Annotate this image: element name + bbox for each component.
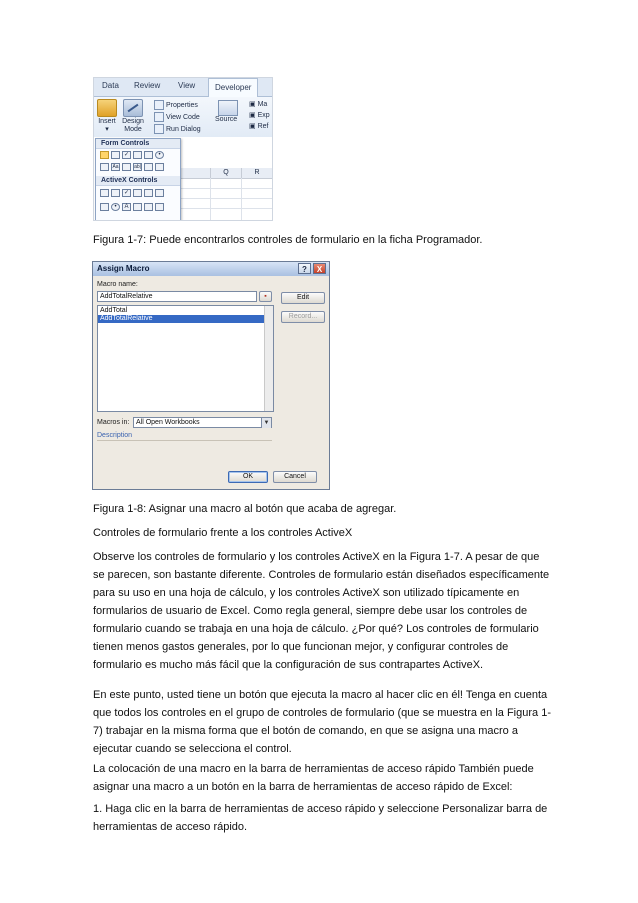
cancel-button[interactable]: Cancel xyxy=(273,471,317,483)
checkbox-icon[interactable]: ✓ xyxy=(123,190,130,196)
properties-button[interactable] xyxy=(154,100,198,110)
ruler-pencil-icon xyxy=(123,99,143,117)
list-box-icon[interactable] xyxy=(133,189,142,197)
text-box-icon[interactable] xyxy=(144,189,153,197)
combo-drop-icon[interactable] xyxy=(155,163,164,171)
tab-view[interactable]: View xyxy=(178,81,196,90)
insert-label: Insert xyxy=(98,118,116,125)
scroll-bar-icon[interactable] xyxy=(155,189,164,197)
column-header-r[interactable]: R xyxy=(242,168,273,179)
option-button-icon[interactable]: • xyxy=(155,151,164,159)
assign-macro-dialog xyxy=(92,261,330,490)
refresh-data-button[interactable] xyxy=(249,122,268,130)
more-controls-icon[interactable] xyxy=(155,203,164,211)
tab-data[interactable]: Data xyxy=(102,81,119,90)
combo-box-icon[interactable] xyxy=(111,151,120,159)
activex-controls-header: ActiveX Controls xyxy=(96,176,180,186)
command-button-icon[interactable] xyxy=(100,189,109,197)
macros-in-select[interactable] xyxy=(133,417,272,428)
list-item[interactable]: AddTotal xyxy=(100,307,128,314)
dialog-title: Assign Macro xyxy=(97,264,150,273)
view-code-label: View Code xyxy=(166,113,200,121)
column-header-q[interactable]: Q xyxy=(211,168,242,179)
option-button-icon[interactable]: • xyxy=(111,203,120,211)
developer-ribbon-figure xyxy=(93,77,273,221)
close-button[interactable]: X xyxy=(313,263,326,274)
paragraph-3-text: La colocación de una macro en la barra de herramientas de acceso rápido También puede asignar una macro a un botón en la barra de herramientas de acceso rápido de Excel: xyxy=(93,763,534,793)
activex-controls-row-1 xyxy=(100,189,166,199)
source-label: Source xyxy=(215,116,238,123)
tab-review[interactable]: Review xyxy=(134,81,161,90)
combo-box-icon[interactable] xyxy=(111,189,120,197)
checkbox-icon[interactable]: ✓ xyxy=(123,152,130,158)
map-properties-button[interactable] xyxy=(249,100,267,108)
image-control-icon[interactable] xyxy=(133,203,142,211)
toolbox-icon xyxy=(97,99,117,117)
paragraph-3 xyxy=(93,760,553,796)
tab-developer[interactable]: Developer xyxy=(208,78,258,97)
design-mode-button[interactable] xyxy=(122,99,144,134)
package-icon: ▣ xyxy=(249,112,256,119)
insert-button[interactable] xyxy=(96,99,118,134)
properties-label: Properties xyxy=(166,101,198,109)
spin-button-icon[interactable] xyxy=(133,151,142,159)
button-control-icon[interactable] xyxy=(100,151,109,159)
list-box-icon[interactable] xyxy=(144,151,153,159)
label-control-icon[interactable]: Aa xyxy=(112,164,119,170)
side-cmd-label: Exp xyxy=(257,112,270,119)
expansion-packs-button[interactable] xyxy=(249,111,270,119)
figure-1-caption: Figura 1-7: Puede encontrarlos controles de formulario en la ficha Programador. xyxy=(93,234,483,246)
paragraph-4-text: 1. Haga clic en la barra de herramientas de acceso rápido y seleccione Personalizar barra de herramientas de acceso rápido. xyxy=(93,803,548,833)
text-field-icon[interactable]: ab| xyxy=(134,164,141,170)
combo-list-icon[interactable] xyxy=(144,163,153,171)
paragraph-1 xyxy=(93,548,553,674)
list-scrollbar[interactable] xyxy=(264,306,273,411)
activex-controls-row-2 xyxy=(100,203,166,213)
chevron-down-icon: ▾ xyxy=(105,126,109,133)
side-cmd-label: Ma xyxy=(257,101,268,108)
paragraph-4 xyxy=(93,800,553,836)
source-icon[interactable] xyxy=(218,100,238,116)
ribbon-tab-strip xyxy=(94,78,272,97)
form-controls-row-1 xyxy=(100,151,166,161)
macros-in-label: Macros in: xyxy=(97,419,130,426)
controls-dropdown xyxy=(95,138,181,221)
record-button[interactable]: Record... xyxy=(281,311,325,323)
description-area xyxy=(97,440,272,469)
macros-in-value: All Open Workbooks xyxy=(136,419,200,426)
chevron-down-icon: ▼ xyxy=(261,418,271,428)
xml-map-icon: ▣ xyxy=(249,101,256,108)
row-line xyxy=(180,208,272,209)
figure-2-caption: Figura 1-8: Asignar una macro al botón que acaba de agregar. xyxy=(93,503,397,515)
description-label: Description xyxy=(97,432,133,439)
run-dialog-label: Run Dialog xyxy=(166,125,201,133)
ribbon-controls-group xyxy=(94,97,272,137)
form-controls-row-2 xyxy=(100,163,166,173)
col-line xyxy=(241,178,242,220)
col-line xyxy=(210,178,211,220)
side-cmd-label: Ref xyxy=(257,123,269,130)
column-header-blank[interactable] xyxy=(180,168,211,179)
mode-label: Mode xyxy=(124,126,142,133)
toggle-button-icon[interactable] xyxy=(144,203,153,211)
macro-name-input[interactable]: AddTotalRelative xyxy=(97,291,257,302)
group-box-icon[interactable] xyxy=(100,163,109,171)
row-line xyxy=(180,198,272,199)
label-control-icon[interactable]: A xyxy=(122,203,131,211)
list-item-selected[interactable]: AddTotalRelative xyxy=(98,315,273,323)
macro-list[interactable] xyxy=(97,305,274,412)
spin-button-icon[interactable] xyxy=(100,203,109,211)
worksheet-grid xyxy=(180,168,272,220)
refresh-icon: ▣ xyxy=(249,123,256,130)
collapse-dialog-button[interactable] xyxy=(259,291,272,302)
run-dialog-button[interactable] xyxy=(154,124,201,134)
section-heading: Controles de formulario frente a los controles ActiveX xyxy=(93,527,353,539)
help-button[interactable]: ? xyxy=(298,263,311,274)
dialog-titlebar xyxy=(93,262,329,276)
view-code-button[interactable] xyxy=(154,112,200,122)
form-controls-header: Form Controls xyxy=(96,139,180,149)
properties-icon xyxy=(154,100,164,110)
design-label: Design xyxy=(122,118,144,125)
paragraph-1-text: Observe los controles de formulario y los controles ActiveX en la Figura 1-7. A pesar de que se parecen, son bastante diferente. Controles de formulario están diseñados específicamente para su uso en una hoja de cálculo, y los controles ActiveX son utilizado típicamente en formularios de usuario de Excel. Como regla general, siempre debe usar los controles de formulario cuando se trabaja en una hoja de cálculo. ¿Por qué? Los controles de formulario tienen menos gastos generales, por lo que funcionan mejor, y configurar controles de formulario es mucho más fácil que la configuración de sus contrapartes ActiveX. xyxy=(93,551,550,671)
paragraph-2 xyxy=(93,686,553,758)
scroll-bar-icon[interactable] xyxy=(122,163,131,171)
run-dialog-icon xyxy=(154,124,164,134)
ok-button[interactable]: OK xyxy=(228,471,268,483)
range-select-icon: ▪ xyxy=(264,293,267,300)
macro-name-label: Macro name: xyxy=(97,281,138,288)
row-line xyxy=(180,188,272,189)
view-code-icon xyxy=(154,112,164,122)
paragraph-2-text: En este punto, usted tiene un botón que ejecuta la macro al hacer clic en él! Tenga en cuenta que todos los controles en el grupo de controles de formulario (que se muestra en la Figura 1-7) trabajar en la misma forma que el botón de comando, en que se asigna una macro a ejecutar cuando se selecciona el control. xyxy=(93,689,551,755)
edit-button[interactable]: Edit xyxy=(281,292,325,304)
